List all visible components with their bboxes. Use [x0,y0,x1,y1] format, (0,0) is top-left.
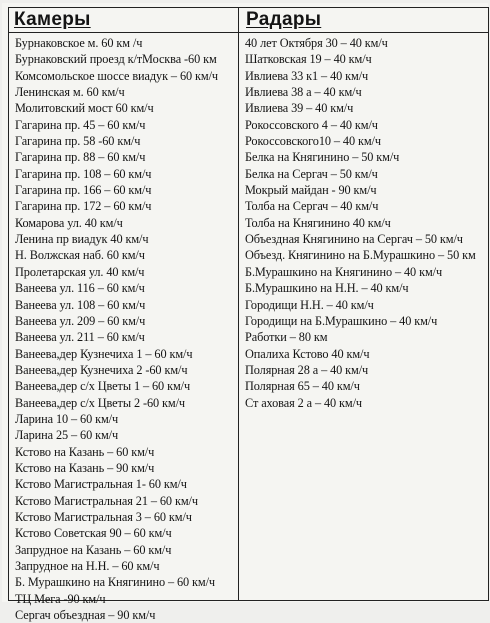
camera-entry: Гагарина пр. 88 – 60 км/ч [15,150,146,165]
radar-entry: Работки – 80 км [245,330,328,345]
camera-entry: Ванеева,дер с/х Цветы 2 -60 км/ч [15,395,185,410]
camera-entry: Бурнаковское м. 60 км /ч [15,36,143,50]
radar-entry: Белка на Княгинино – 50 км/ч [245,150,400,165]
camera-entry: Кстово на Казань – 60 км/ч [15,444,155,459]
camera-entry: Кстово Советская 90 – 60 км/ч [15,526,172,541]
camera-entry: Гагарина пр. 45 – 60 км/ч [15,117,146,132]
camera-entry: Б. Мурашкино на Княгинино – 60 км/ч [15,575,216,590]
radar-entry: Городищи Н.Н. – 40 км/ч [245,297,374,312]
camera-entry: ТЦ Мега -90 км/ч [15,591,106,606]
radar-entry: Мокрый майдан - 90 км/ч [245,183,377,198]
camera-entry: Запрудное на Н.Н. – 60 км/ч [15,559,160,573]
radar-entry: Рокоссовского 4 – 40 км/ч [245,117,378,132]
document-sheet [2,3,488,623]
column-divider [238,8,239,600]
speed-control-table [8,7,489,623]
cameras-header: Камеры [14,9,91,30]
camera-entry: Кстово Магистральная 21 – 60 км/ч [15,493,198,508]
radar-entry: Объездная Княгинино на Сергач – 50 км/ч [245,232,463,247]
camera-entry: Ларина 25 – 60 км/ч [15,428,119,443]
header-divider [9,32,488,33]
camera-entry: Гагарина пр. 166 – 60 км/ч [15,183,152,198]
radar-entry: Белка на Сергач – 50 км/ч [245,166,378,181]
radars-header: Радары [246,9,322,30]
radar-entry: Опалиха Кстово 40 км/ч [245,346,370,361]
radar-entry: Полярная 28 а – 40 км/ч [245,362,369,377]
radar-entry: Ивлиева 39 – 40 км/ч [245,101,354,116]
camera-entry: Бурнаковский проезд к/тМосква -60 км [15,52,217,67]
radar-entry: Шатковская 19 – 40 км/ч [245,52,372,67]
camera-entry: Ванеева,дер с/х Цветы 1 – 60 км/ч [15,379,191,394]
radar-entry: Объезд. Княгинино на Б.Мурашкино – 50 км [245,248,476,263]
cameras-list [15,35,237,623]
camera-entry: Сергач объездная – 90 км/ч [15,608,156,623]
camera-entry: Ларина 10 – 60 км/ч [15,411,119,426]
camera-entry: Ванеева,дер Кузнечиха 1 – 60 км/ч [15,346,193,361]
camera-entry: Кстово Магистральная 3 – 60 км/ч [15,509,192,524]
radars-list [245,35,487,411]
camera-entry: Н. Волжская наб. 60 км/ч [15,248,145,263]
radar-entry: Б.Мурашкино на Княгинино – 40 км/ч [245,264,443,279]
camera-entry: Гагарина пр. 58 -60 км/ч [15,134,141,149]
camera-entry: Запрудное на Казань – 60 км/ч [15,542,172,557]
radar-entry: Толба на Сергач – 40 км/ч [245,199,379,214]
radar-entry: Рокоссовского10 – 40 км/ч [245,134,381,149]
radar-entry: Городищи на Б.Мурашкино – 40 км/ч [245,313,438,328]
camera-entry: Кстово Магистральная 1- 60 км/ч [15,477,187,492]
camera-entry: Ванеева ул. 209 – 60 км/ч [15,313,146,328]
camera-entry: Пролетарская ул. 40 км/ч [15,264,145,279]
camera-entry: Ванеева ул. 108 – 60 км/ч [15,297,146,312]
radar-entry: Полярная 65 – 40 км/ч [245,379,360,394]
camera-entry: Комарова ул. 40 км/ч [15,215,123,230]
radar-entry: Б.Мурашкино на Н.Н. – 40 км/ч [245,281,409,296]
camera-entry: Комсомольское шоссе виадук – 60 км/ч [15,68,218,83]
camera-entry: Ленинская м. 60 км/ч [15,85,125,100]
radar-entry: 40 лет Октября 30 – 40 км/ч [245,36,388,50]
camera-entry: Ленина пр виадук 40 км/ч [15,232,149,247]
radar-entry: Ивлиева 33 к1 – 40 км/ч [245,68,369,83]
camera-entry: Гагарина пр. 108 – 60 км/ч [15,166,152,181]
camera-entry: Ванеева ул. 211 – 60 км/ч [15,330,145,345]
camera-entry: Гагарина пр. 172 – 60 км/ч [15,199,152,214]
camera-entry: Молитовский мост 60 км/ч [15,101,154,116]
radar-entry: Ст аховая 2 а – 40 км/ч [245,395,363,410]
radar-entry: Ивлиева 38 а – 40 км/ч [245,85,362,100]
radar-entry: Толба на Княгинино 40 км/ч [245,215,391,230]
camera-entry: Кстово на Казань – 90 км/ч [15,460,155,475]
camera-entry: Ванеева ул. 116 – 60 км/ч [15,281,145,296]
camera-entry: Ванеева,дер Кузнечиха 2 -60 км/ч [15,362,188,377]
